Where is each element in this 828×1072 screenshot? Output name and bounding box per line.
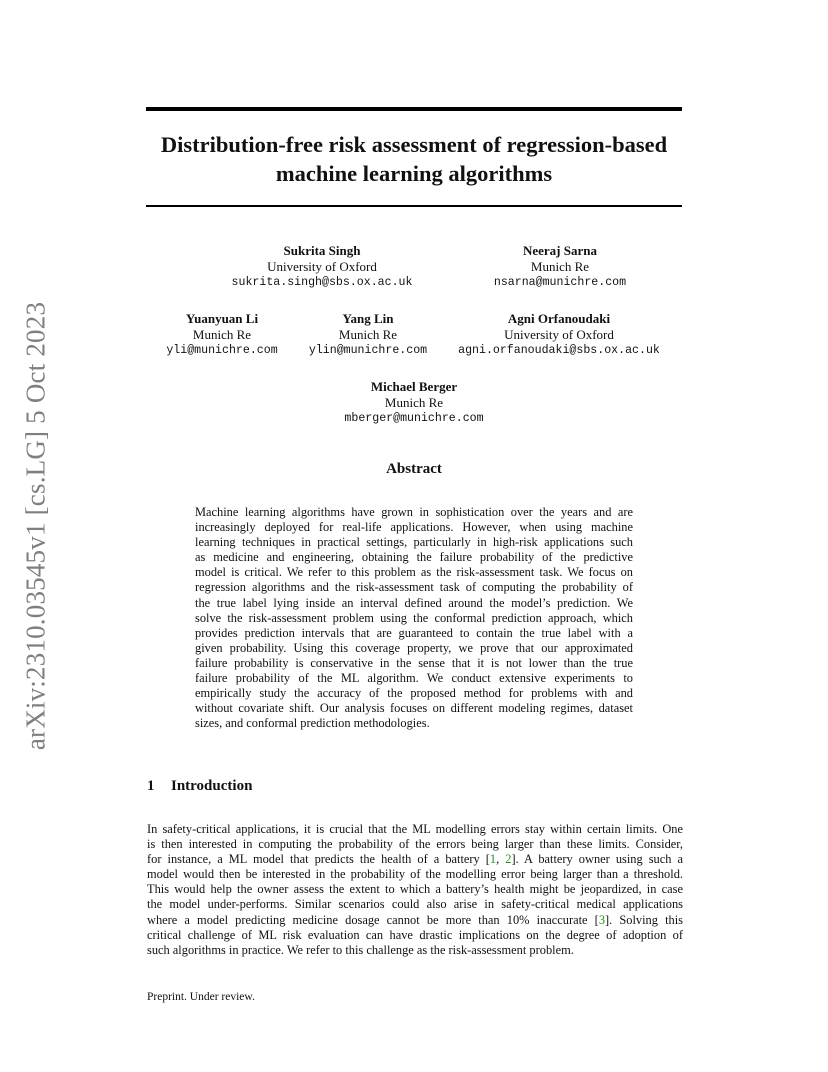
author-name: Neeraj Sarna <box>522 243 597 258</box>
abstract-body <box>195 505 633 731</box>
text-run: ]. Solving this <box>605 912 683 927</box>
author-block <box>450 311 668 359</box>
paragraph-line <box>147 852 683 867</box>
text-run: ]. A battery owner using such a <box>511 852 683 867</box>
abstract-line: solve the risk-assessment problem using the conformal prediction approach, which <box>195 610 633 625</box>
section-number: 1 <box>147 778 155 794</box>
abstract-line: without covariate shift. Our analysis focuses on different modeling regimes, dataset <box>195 701 633 716</box>
paper-title <box>120 130 708 188</box>
abstract-line: failure probability of the ML algorithm. We conduct extensive experiments to <box>195 671 633 686</box>
author-name: Michael Berger <box>370 379 458 394</box>
author-affiliation: Munich Re <box>192 327 252 342</box>
author-affiliation: University of Oxford <box>504 327 614 342</box>
paragraph-line: critical challenge of ML risk evaluation can have drastic implications on the degree of adoption of <box>147 927 683 942</box>
abstract-line: sizes, and conformal prediction methodologies. <box>195 716 430 731</box>
abstract-line: increasingly deployed for real-life applications. However, when using machine <box>195 520 633 535</box>
paragraph-line: This would help the owner assess the extent to which a battery’s health might be jeopardized, in case <box>147 882 683 897</box>
text-run: , <box>496 852 506 867</box>
author-block <box>334 379 494 427</box>
abstract-line: learning techniques in practical settings, particularly in high-risk applications such <box>195 535 633 550</box>
abstract-line: provides prediction intervals that are guaranteed to contain the true label with a <box>195 625 633 640</box>
author-block <box>302 311 434 359</box>
author-email[interactable]: sukrita.singh@sbs.ox.ac.uk <box>231 276 413 289</box>
paragraph-line: such algorithms in practice. We refer to this challenge as the risk-assessment problem. <box>147 942 574 957</box>
author-affiliation: Munich Re <box>530 259 590 274</box>
author-block <box>216 243 428 291</box>
text-run: where a model predicting medicine dosage cannot be more than 10% inaccurate [ <box>147 912 599 927</box>
introduction-paragraph <box>147 822 683 958</box>
citation-link[interactable]: 3 <box>598 912 606 927</box>
abstract-line: empirically study the accuracy of the proposed method for problems with and <box>195 686 633 701</box>
abstract-line: regression algorithms and the risk-assessment task of computing the probability of <box>195 580 633 595</box>
paragraph-line <box>147 913 683 928</box>
arxiv-identifier-stamp: arXiv:2310.03545v1 [cs.LG] 5 Oct 2023 <box>20 301 51 751</box>
abstract-line: model is critical. We refer to this problem as the risk-assessment task. We focus on <box>195 565 633 580</box>
citation-link[interactable]: 2 <box>505 852 512 867</box>
author-block <box>470 243 650 291</box>
abstract-line: as medicine and engineering, obtaining the failure probability of the predictive <box>195 550 633 565</box>
author-name: Yang Lin <box>342 311 394 326</box>
author-affiliation: University of Oxford <box>267 259 377 274</box>
author-email[interactable]: mberger@munichre.com <box>344 412 484 425</box>
author-email[interactable]: ylin@munichre.com <box>308 344 428 357</box>
paragraph-line: model would then be interested in the probability of the modelling error being larger than a threshold. <box>147 867 683 882</box>
title-top-rule <box>146 107 682 111</box>
author-email[interactable]: yli@munichre.com <box>166 344 278 357</box>
title-line: machine learning algorithms <box>275 161 553 186</box>
author-block <box>160 311 284 359</box>
paragraph-line: the model under-performs. Similar scenarios could also arise in safety-critical medical applications <box>147 897 683 912</box>
abstract-line: Machine learning algorithms have grown in sophistication over the years and are <box>195 505 633 519</box>
citation-link[interactable]: 1 <box>489 852 497 867</box>
author-name: Sukrita Singh <box>283 243 361 258</box>
abstract-line: failure probability is conservative in the sense that it is not lower than the true <box>195 655 633 670</box>
paragraph-line: is then interested in computing the probability of the errors being larger than these limits. Consider, <box>147 837 683 852</box>
abstract-line: the true label lying inside an interval defined around the model’s prediction. We <box>195 595 633 610</box>
paragraph-line: In safety-critical applications, it is crucial that the ML modelling errors stay within certain limits. One <box>147 822 683 836</box>
author-email[interactable]: nsarna@munichre.com <box>493 276 627 289</box>
author-name: Agni Orfanoudaki <box>507 311 611 326</box>
author-name: Yuanyuan Li <box>185 311 259 326</box>
author-email[interactable]: agni.orfanoudaki@sbs.ox.ac.uk <box>458 344 660 357</box>
author-affiliation: Munich Re <box>384 395 444 410</box>
title-bottom-rule <box>146 205 682 207</box>
author-affiliation: Munich Re <box>338 327 398 342</box>
abstract-line: given probability. Using this coverage property, we prove that our approximated <box>195 640 633 655</box>
section-title: Introduction <box>171 778 253 794</box>
title-line: Distribution-free risk assessment of regression-based <box>160 132 668 157</box>
text-run: for instance, a ML model that predicts the health of a battery [ <box>147 852 490 867</box>
section-heading-introduction <box>147 778 252 795</box>
preprint-footer: Preprint. Under review. <box>147 991 255 1003</box>
abstract-heading: Abstract <box>386 461 442 477</box>
